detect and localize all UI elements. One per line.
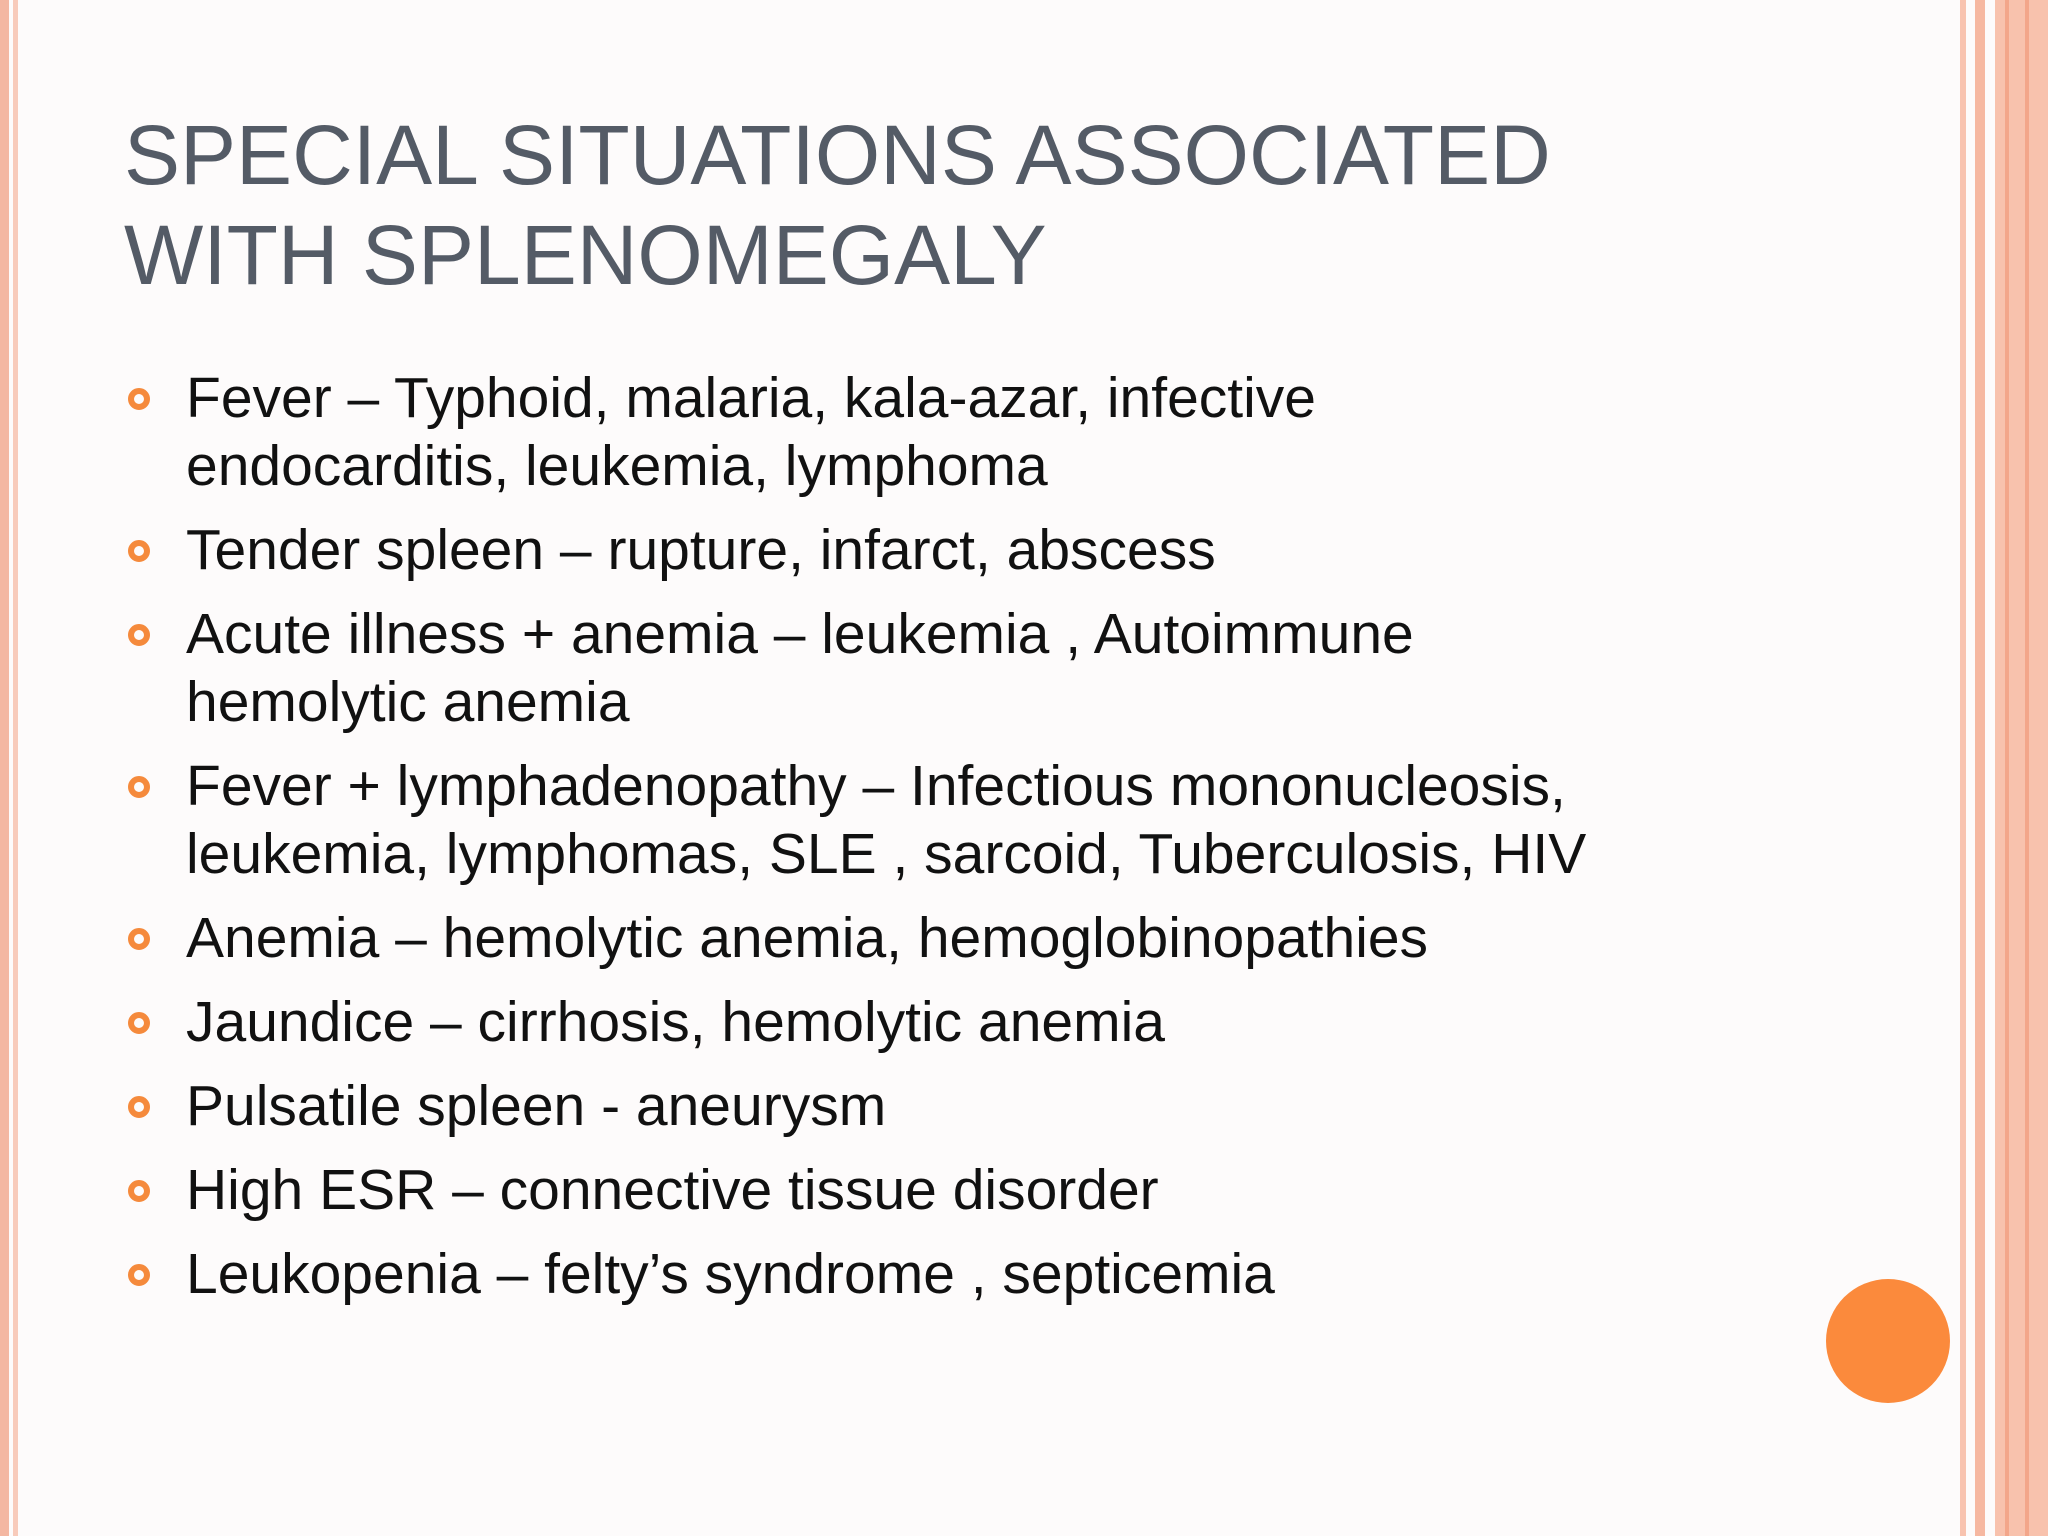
bullet-item-high-esr bbox=[124, 1156, 1804, 1224]
slide-title-line-2: WITH SPLENOMEGALY bbox=[124, 208, 1047, 302]
right-decorative-bar-mid bbox=[1975, 0, 1985, 1536]
bullet-item-fever bbox=[124, 364, 1804, 500]
bullet-ring-icon bbox=[128, 1096, 150, 1118]
left-decorative-bar-inner bbox=[13, 0, 18, 1536]
bullet-ring-icon bbox=[128, 388, 150, 410]
bullet-ring-icon bbox=[128, 540, 150, 562]
bullet-item-leukopenia bbox=[124, 1240, 1804, 1308]
bullet-ring-icon bbox=[128, 624, 150, 646]
right-decorative-bar-outer bbox=[1995, 0, 2048, 1536]
bullet-item-jaundice bbox=[124, 988, 1804, 1056]
bullet-text-line: Fever + lymphadenopathy – Infectious mononucleosis, bbox=[186, 754, 1566, 818]
bullet-text-line: Tender spleen – rupture, infarct, abscess bbox=[186, 518, 1216, 582]
bullet-text-line: Anemia – hemolytic anemia, hemoglobinopathies bbox=[186, 906, 1429, 970]
bullet-list bbox=[124, 364, 1804, 1324]
bullet-item-tender-spleen bbox=[124, 516, 1804, 584]
bullet-text-line: High ESR – connective tissue disorder bbox=[186, 1158, 1159, 1222]
slide-title-line-1: SPECIAL SITUATIONS ASSOCIATED bbox=[124, 108, 1551, 202]
bullet-item-fever-lymphadenopathy bbox=[124, 752, 1804, 888]
bullet-text-line: hemolytic anemia bbox=[186, 670, 630, 734]
orange-circle-decoration bbox=[1826, 1279, 1950, 1403]
bullet-text-line: Pulsatile spleen - aneurysm bbox=[186, 1074, 887, 1138]
bullet-ring-icon bbox=[128, 928, 150, 950]
left-decorative-bar bbox=[0, 0, 9, 1536]
bullet-text-line: Leukopenia – felty’s syndrome , septicemia bbox=[186, 1242, 1275, 1306]
bullet-item-pulsatile-spleen bbox=[124, 1072, 1804, 1140]
bullet-text-line: Fever – Typhoid, malaria, kala-azar, infective bbox=[186, 366, 1316, 430]
bullet-text-line: leukemia, lymphomas, SLE , sarcoid, Tuberculosis, HIV bbox=[186, 822, 1587, 886]
bullet-ring-icon bbox=[128, 1264, 150, 1286]
bullet-ring-icon bbox=[128, 1180, 150, 1202]
slide-title bbox=[124, 105, 1824, 305]
right-decorative-bar-inner bbox=[1960, 0, 1966, 1536]
bullet-item-anemia bbox=[124, 904, 1804, 972]
bullet-item-acute-illness bbox=[124, 600, 1804, 736]
right-bar-stripe bbox=[2005, 0, 2009, 1536]
right-bar-stripe bbox=[2025, 0, 2029, 1536]
bullet-ring-icon bbox=[128, 1012, 150, 1034]
bullet-text-line: Acute illness + anemia – leukemia , Autoimmune bbox=[186, 602, 1414, 666]
bullet-text-line: endocarditis, leukemia, lymphoma bbox=[186, 434, 1048, 498]
bullet-text-line: Jaundice – cirrhosis, hemolytic anemia bbox=[186, 990, 1165, 1054]
bullet-ring-icon bbox=[128, 776, 150, 798]
